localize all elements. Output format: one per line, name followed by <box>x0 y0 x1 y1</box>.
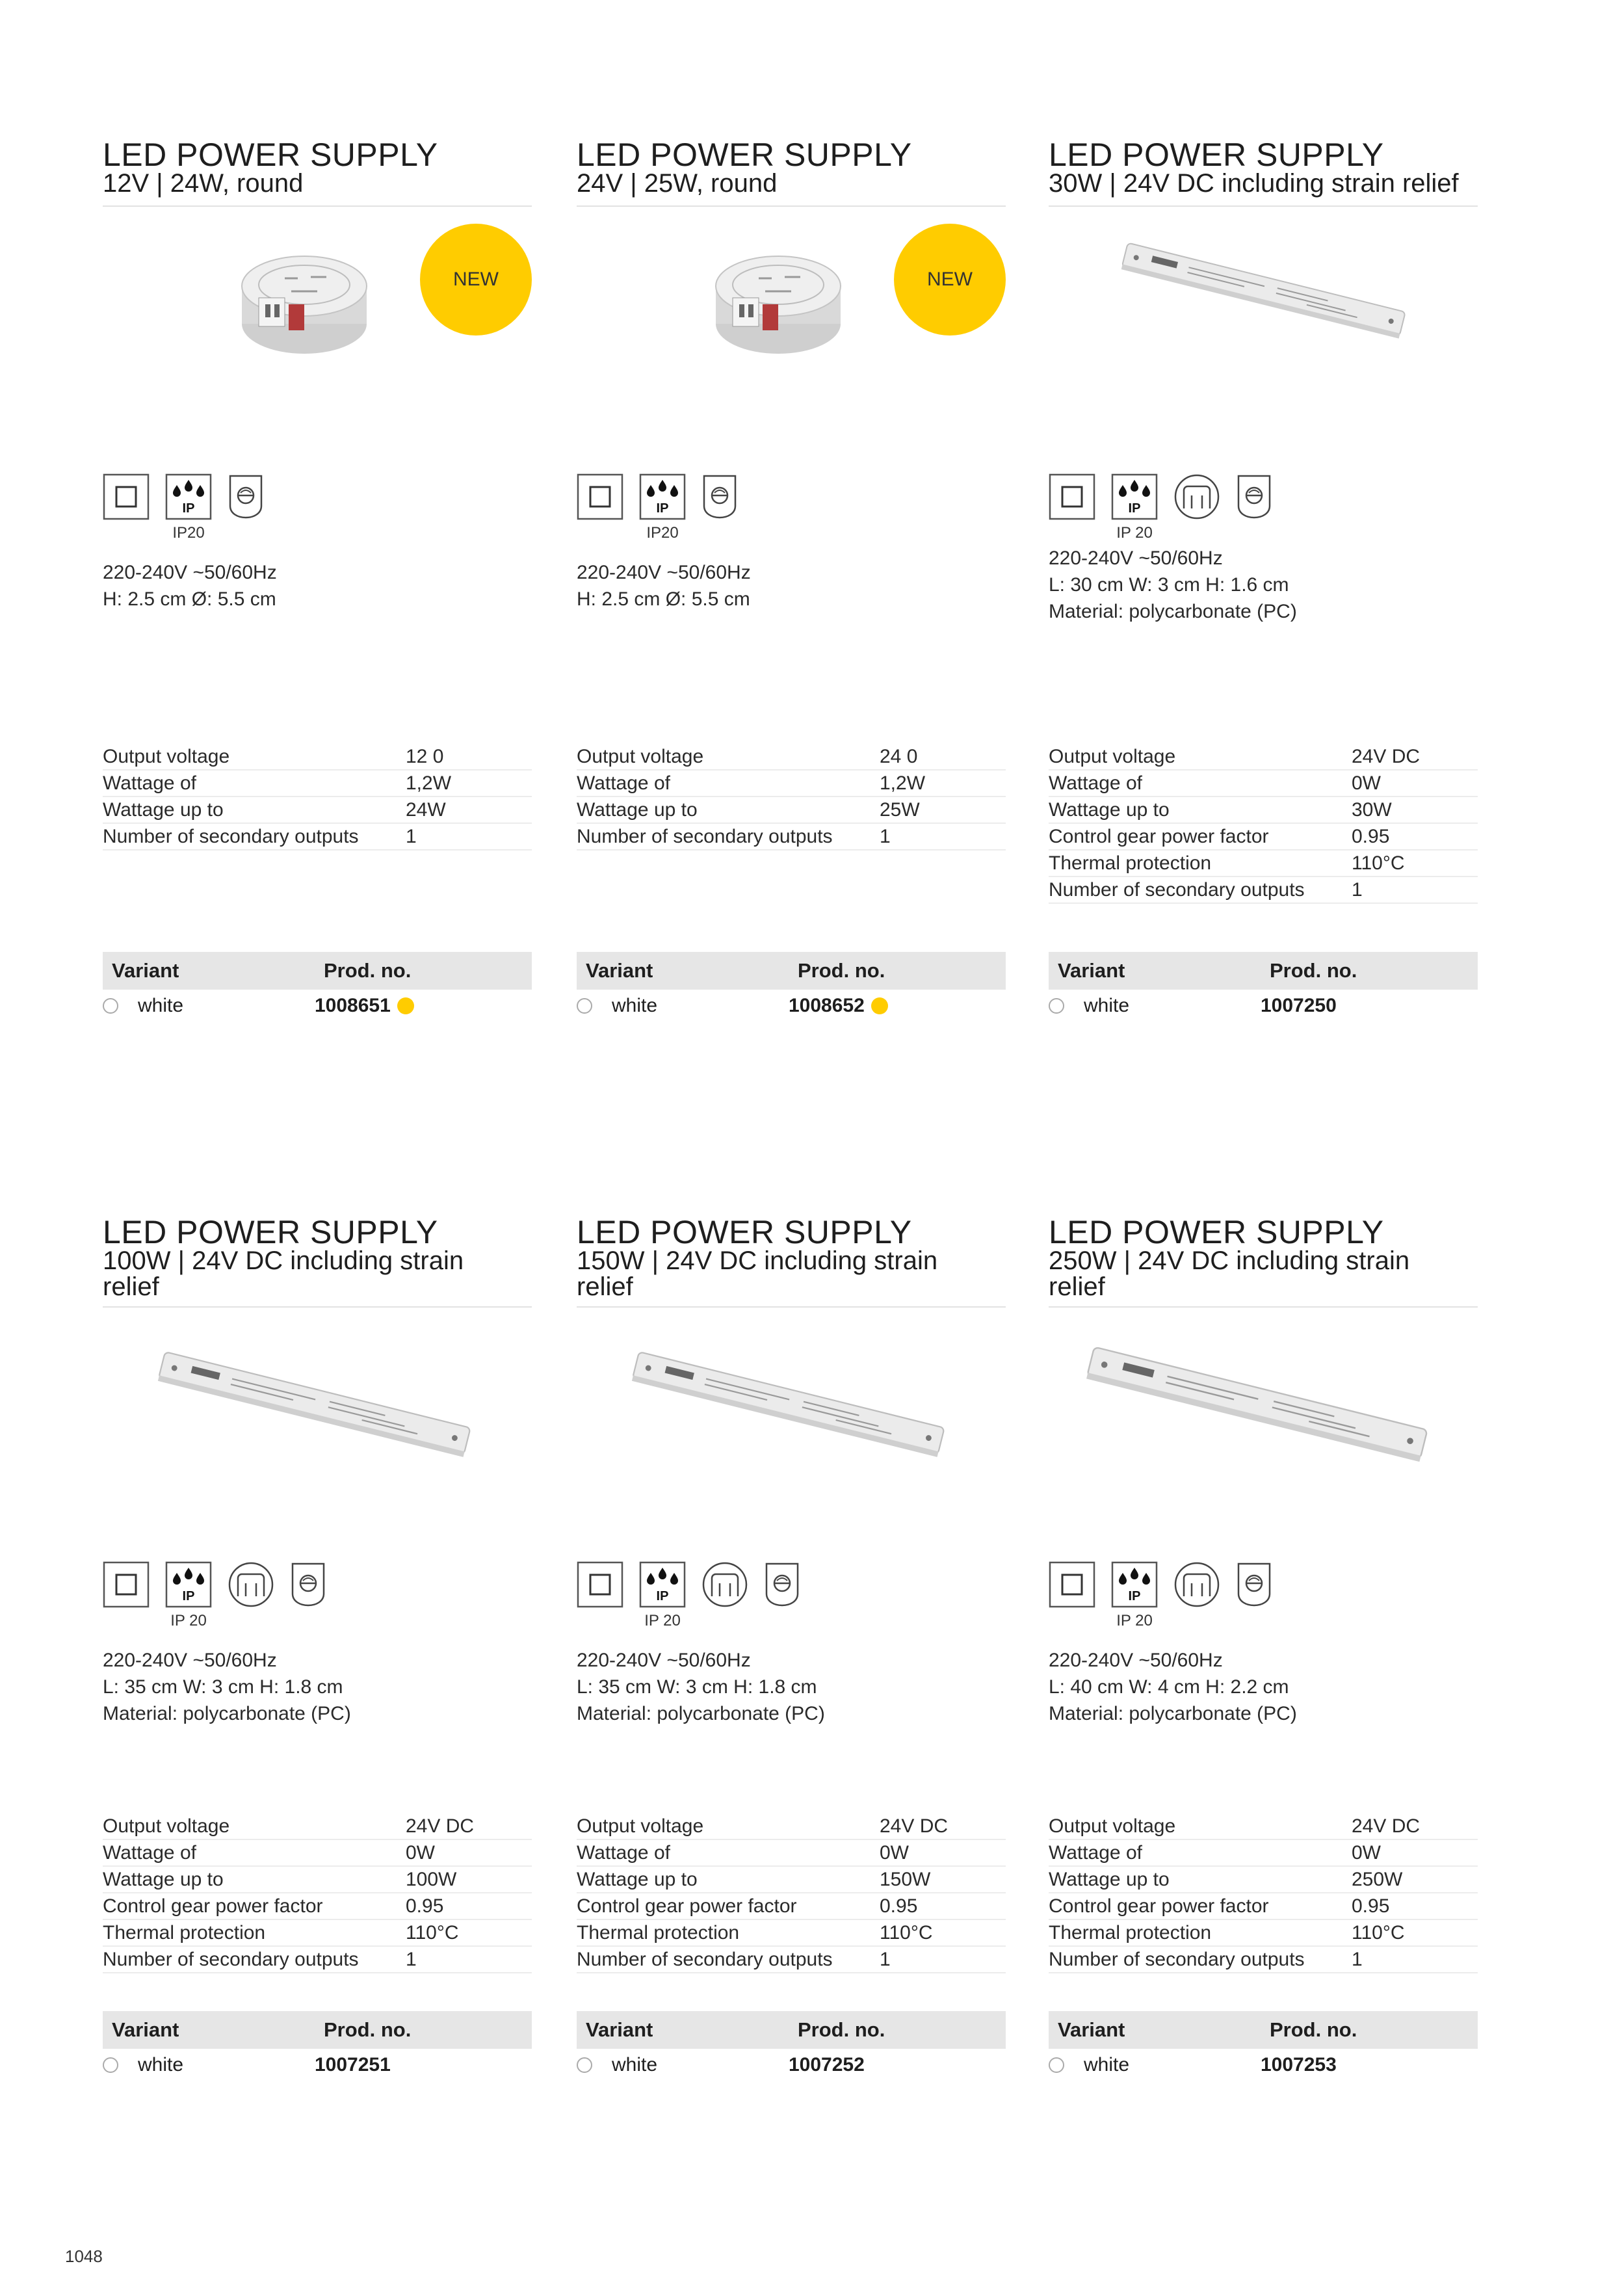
description-line: L: 35 cm W: 3 cm H: 1.8 cm <box>577 1676 817 1698</box>
spec-value: 110°C <box>880 1922 933 1943</box>
spec-row <box>1049 824 1478 850</box>
spec-row <box>1049 744 1478 771</box>
variant-radio[interactable] <box>577 2057 592 2073</box>
product-card <box>577 137 1006 1016</box>
spec-value: 110°C <box>1352 852 1405 874</box>
prodno-column-header: Prod. no. <box>324 959 412 982</box>
spec-label: Control gear power factor <box>1049 1895 1269 1917</box>
product-subtitle: 150W | 24V DC including strain relief <box>577 1246 938 1301</box>
product-subtitle: 250W | 24V DC including strain relief <box>1049 1246 1410 1301</box>
spec-value: 110°C <box>406 1922 459 1943</box>
ip-caption: IP20 <box>646 524 679 542</box>
spec-value: 0.95 <box>1352 1895 1390 1917</box>
variant-row[interactable] <box>577 990 1006 1022</box>
product-subtitle: 100W | 24V DC including strain relief <box>103 1246 464 1301</box>
protection-class-icon <box>103 1561 150 1608</box>
product-header <box>1049 1214 1478 1308</box>
protection-class-icon <box>1049 473 1095 520</box>
variant-radio[interactable] <box>103 2057 118 2073</box>
spec-row <box>103 1813 532 1840</box>
product-number: 1008652 <box>789 995 865 1016</box>
spec-value: 250W <box>1352 1869 1403 1890</box>
spec-label: Wattage up to <box>103 799 224 821</box>
spec-row <box>1049 797 1478 824</box>
spec-label: Wattage up to <box>103 1869 224 1890</box>
description-line: L: 35 cm W: 3 cm H: 1.8 cm <box>103 1676 343 1698</box>
spec-label: Number of secondary outputs <box>103 1949 359 1970</box>
spec-label: Number of secondary outputs <box>577 1949 833 1970</box>
spec-label: Number of secondary outputs <box>577 826 833 847</box>
spec-label: Thermal protection <box>577 1922 740 1943</box>
spec-value: 1,2W <box>406 772 452 794</box>
spec-value: 24V DC <box>406 1815 475 1837</box>
spec-row <box>577 1920 1006 1947</box>
ip-rating-icon <box>165 1561 212 1608</box>
variant-column-header: Variant <box>1058 2018 1125 2041</box>
spec-label: Wattage up to <box>1049 1869 1170 1890</box>
spec-label: Number of secondary outputs <box>1049 1949 1305 1970</box>
spec-value: 0W <box>1352 772 1381 794</box>
driver-icon <box>701 473 738 520</box>
feature-icons <box>1049 1561 1288 1633</box>
spec-row <box>577 1893 1006 1920</box>
driver-icon <box>764 1561 800 1608</box>
driver-icon <box>1236 1561 1272 1608</box>
variant-table <box>577 2011 1006 2081</box>
variant-radio[interactable] <box>1049 2057 1064 2073</box>
spec-label: Number of secondary outputs <box>1049 879 1305 901</box>
protection-class-icon <box>577 473 623 520</box>
spec-row <box>103 1867 532 1893</box>
product-image-area <box>1049 1308 1478 1561</box>
spec-value: 1 <box>1352 879 1363 901</box>
spec-table <box>577 1813 1006 1973</box>
spec-value: 1,2W <box>880 772 926 794</box>
product-subtitle: 12V | 24W, round <box>103 169 304 198</box>
spec-row <box>103 797 532 824</box>
product-header <box>577 139 1006 207</box>
spec-label: Output voltage <box>103 746 230 767</box>
spec-value: 25W <box>880 799 920 821</box>
variant-column-header: Variant <box>586 2018 653 2041</box>
protection-class-icon <box>1049 1561 1095 1608</box>
feature-icons <box>103 473 280 545</box>
spec-row <box>1049 850 1478 877</box>
description-line: 220-240V ~50/60Hz <box>103 562 277 583</box>
variant-table <box>577 952 1006 1022</box>
spec-row <box>103 1893 532 1920</box>
variant-row[interactable] <box>1049 2049 1478 2081</box>
protection-class-icon <box>103 473 150 520</box>
spec-label: Wattage of <box>103 772 196 794</box>
new-badge: NEW <box>894 224 1006 336</box>
spec-row <box>1049 1867 1478 1893</box>
product-title: LED POWER SUPPLY <box>577 137 912 173</box>
product-title: LED POWER SUPPLY <box>1049 1214 1384 1250</box>
product-title: LED POWER SUPPLY <box>577 1214 912 1250</box>
product-header <box>103 1214 532 1308</box>
description-line: 220-240V ~50/60Hz <box>103 1650 277 1671</box>
variant-name: white <box>138 995 184 1016</box>
spec-label: Wattage of <box>1049 772 1142 794</box>
spec-value: 0W <box>1352 1842 1381 1864</box>
spec-value: 1 <box>406 1949 417 1970</box>
variant-header <box>577 952 1006 990</box>
spec-value: 24V DC <box>880 1815 949 1837</box>
product-card <box>103 1214 532 2075</box>
product-description <box>577 559 751 613</box>
variant-radio[interactable] <box>577 998 592 1014</box>
strip-power-supply-image <box>616 1334 960 1477</box>
spec-row <box>1049 1947 1478 1973</box>
new-dot-icon <box>871 997 888 1014</box>
product-image-area <box>577 207 1006 473</box>
variant-name: white <box>612 2054 658 2075</box>
product-image-area <box>577 1308 1006 1561</box>
product-description <box>1049 1647 1297 1727</box>
spec-value: 150W <box>880 1869 931 1890</box>
product-subtitle: 24V | 25W, round <box>577 169 778 198</box>
description-line: L: 30 cm W: 3 cm H: 1.6 cm <box>1049 574 1289 596</box>
spec-row <box>103 1947 532 1973</box>
ip-rating-icon <box>1111 1561 1158 1608</box>
ip-rating-icon <box>639 473 686 520</box>
spec-label: Control gear power factor <box>1049 826 1269 847</box>
product-description <box>1049 545 1297 625</box>
spec-label: Output voltage <box>577 1815 704 1837</box>
product-card <box>103 137 532 1016</box>
spec-row <box>1049 1920 1478 1947</box>
spec-table <box>1049 744 1478 904</box>
protection-class-icon <box>577 1561 623 1608</box>
product-number: 1007252 <box>789 2054 865 2075</box>
description-line: Material: polycarbonate (PC) <box>103 1703 351 1724</box>
variant-header <box>103 2011 532 2049</box>
strain-relief-icon <box>701 1561 748 1608</box>
new-dot-icon <box>397 997 414 1014</box>
product-number: 1007251 <box>315 2054 391 2075</box>
driver-icon <box>1236 473 1272 520</box>
description-line: Material: polycarbonate (PC) <box>1049 1703 1297 1724</box>
spec-label: Wattage of <box>103 1842 196 1864</box>
spec-value: 30W <box>1352 799 1392 821</box>
spec-row <box>577 744 1006 771</box>
spec-label: Thermal protection <box>1049 852 1212 874</box>
spec-value: 1 <box>880 826 891 847</box>
description-line: 220-240V ~50/60Hz <box>577 562 751 583</box>
spec-value: 1 <box>1352 1949 1363 1970</box>
product-card <box>1049 1214 1478 2075</box>
variant-table <box>103 2011 532 2081</box>
prodno-column-header: Prod. no. <box>324 2018 412 2041</box>
strip-power-supply-image <box>1101 226 1426 356</box>
spec-label: Output voltage <box>1049 746 1176 767</box>
variant-column-header: Variant <box>112 2018 179 2041</box>
spec-value: 24V DC <box>1352 746 1421 767</box>
variant-header <box>577 2011 1006 2049</box>
description-line: 220-240V ~50/60Hz <box>577 1650 751 1671</box>
spec-label: Output voltage <box>103 1815 230 1837</box>
product-image-area <box>1049 207 1478 473</box>
spec-value: 0.95 <box>1352 826 1390 847</box>
ip-rating-icon <box>639 1561 686 1608</box>
spec-table <box>1049 1813 1478 1973</box>
spec-row <box>577 1813 1006 1840</box>
spec-value: 24 0 <box>880 746 918 767</box>
description-line: 220-240V ~50/60Hz <box>1049 1650 1223 1671</box>
ip-caption: IP 20 <box>170 1612 207 1629</box>
spec-value: 12 0 <box>406 746 444 767</box>
product-header <box>1049 139 1478 207</box>
round-power-supply-image <box>233 246 376 363</box>
page-number: 1048 <box>65 2246 103 2266</box>
product-description <box>103 1647 351 1727</box>
description-line: Material: polycarbonate (PC) <box>577 1703 825 1724</box>
product-header <box>103 139 532 207</box>
prodno-column-header: Prod. no. <box>798 2018 885 2041</box>
new-badge: NEW <box>420 224 532 336</box>
spec-value: 0W <box>880 1842 909 1864</box>
variant-row[interactable] <box>103 2049 532 2081</box>
strip-power-supply-image <box>1075 1327 1439 1483</box>
ip-caption: IP20 <box>172 524 205 542</box>
feature-icons <box>1049 473 1288 545</box>
spec-label: Thermal protection <box>1049 1922 1212 1943</box>
variant-name: white <box>612 995 658 1016</box>
variant-row[interactable] <box>1049 990 1478 1022</box>
spec-row <box>577 1867 1006 1893</box>
spec-label: Wattage of <box>577 772 670 794</box>
prodno-column-header: Prod. no. <box>798 959 885 982</box>
spec-table <box>103 1813 532 1973</box>
spec-label: Control gear power factor <box>577 1895 797 1917</box>
product-number: 1007253 <box>1261 2054 1337 2075</box>
spec-row <box>1049 1840 1478 1867</box>
variant-name: white <box>1084 995 1130 1016</box>
product-image-area <box>103 1308 532 1561</box>
spec-row <box>1049 771 1478 797</box>
variant-table <box>103 952 532 1022</box>
variant-row[interactable] <box>577 2049 1006 2081</box>
spec-row <box>577 1840 1006 1867</box>
spec-value: 110°C <box>1352 1922 1405 1943</box>
variant-radio[interactable] <box>103 998 118 1014</box>
spec-row <box>103 1920 532 1947</box>
spec-label: Thermal protection <box>103 1922 266 1943</box>
variant-name: white <box>138 2054 184 2075</box>
spec-row <box>103 771 532 797</box>
spec-row <box>103 1840 532 1867</box>
ip-caption: IP 20 <box>644 1612 681 1629</box>
spec-value: 24W <box>406 799 446 821</box>
variant-header <box>1049 2011 1478 2049</box>
spec-label: Wattage up to <box>577 799 698 821</box>
spec-value: 1 <box>880 1949 891 1970</box>
spec-label: Control gear power factor <box>103 1895 323 1917</box>
variant-name: white <box>1084 2054 1130 2075</box>
product-number: 1008651 <box>315 995 391 1016</box>
ip-caption: IP 20 <box>1116 1612 1153 1629</box>
feature-icons <box>577 1561 816 1633</box>
ip-rating-icon <box>165 473 212 520</box>
product-image-area <box>103 207 532 473</box>
description-line: H: 2.5 cm Ø: 5.5 cm <box>103 588 276 610</box>
feature-icons <box>577 473 753 545</box>
spec-table <box>577 744 1006 850</box>
ip-caption: IP 20 <box>1116 524 1153 542</box>
spec-row <box>103 824 532 850</box>
product-description <box>103 559 277 613</box>
spec-value: 0W <box>406 1842 435 1864</box>
variant-column-header: Variant <box>1058 959 1125 982</box>
spec-label: Wattage up to <box>577 1869 698 1890</box>
product-subtitle: 30W | 24V DC including strain relief <box>1049 169 1459 198</box>
spec-row <box>1049 1813 1478 1840</box>
spec-row <box>1049 1893 1478 1920</box>
variant-row[interactable] <box>103 990 532 1022</box>
spec-row <box>1049 877 1478 904</box>
round-power-supply-image <box>707 246 850 363</box>
spec-label: Wattage of <box>1049 1842 1142 1864</box>
ip-rating-icon <box>1111 473 1158 520</box>
strip-power-supply-image <box>142 1334 486 1477</box>
variant-table <box>1049 952 1478 1022</box>
product-number: 1007250 <box>1261 995 1337 1016</box>
description-line: Material: polycarbonate (PC) <box>1049 601 1297 622</box>
spec-value: 100W <box>406 1869 457 1890</box>
variant-column-header: Variant <box>112 959 179 982</box>
driver-icon <box>228 473 264 520</box>
strain-relief-icon <box>1173 473 1220 520</box>
spec-label: Wattage up to <box>1049 799 1170 821</box>
product-title: LED POWER SUPPLY <box>103 1214 438 1250</box>
spec-label: Wattage of <box>577 1842 670 1864</box>
spec-row <box>577 1947 1006 1973</box>
spec-value: 0.95 <box>406 1895 444 1917</box>
strain-relief-icon <box>1173 1561 1220 1608</box>
spec-value: 0.95 <box>880 1895 918 1917</box>
product-card <box>577 1214 1006 2075</box>
spec-label: Number of secondary outputs <box>103 826 359 847</box>
product-header <box>577 1214 1006 1308</box>
product-card <box>1049 137 1478 1016</box>
prodno-column-header: Prod. no. <box>1270 2018 1357 2041</box>
prodno-column-header: Prod. no. <box>1270 959 1357 982</box>
spec-table <box>103 744 532 850</box>
description-line: 220-240V ~50/60Hz <box>1049 547 1223 569</box>
spec-value: 24V DC <box>1352 1815 1421 1837</box>
spec-row <box>577 797 1006 824</box>
spec-row <box>103 744 532 771</box>
feature-icons <box>103 1561 342 1633</box>
strain-relief-icon <box>228 1561 274 1608</box>
product-description <box>577 1647 825 1727</box>
variant-radio[interactable] <box>1049 998 1064 1014</box>
driver-icon <box>290 1561 326 1608</box>
product-title: LED POWER SUPPLY <box>1049 137 1384 173</box>
description-line: L: 40 cm W: 4 cm H: 2.2 cm <box>1049 1676 1289 1698</box>
variant-column-header: Variant <box>586 959 653 982</box>
variant-header <box>1049 952 1478 990</box>
spec-label: Output voltage <box>1049 1815 1176 1837</box>
description-line: H: 2.5 cm Ø: 5.5 cm <box>577 588 750 610</box>
product-title: LED POWER SUPPLY <box>103 137 438 173</box>
spec-row <box>577 824 1006 850</box>
spec-label: Output voltage <box>577 746 704 767</box>
spec-row <box>577 771 1006 797</box>
spec-value: 1 <box>406 826 417 847</box>
variant-table <box>1049 2011 1478 2081</box>
variant-header <box>103 952 532 990</box>
